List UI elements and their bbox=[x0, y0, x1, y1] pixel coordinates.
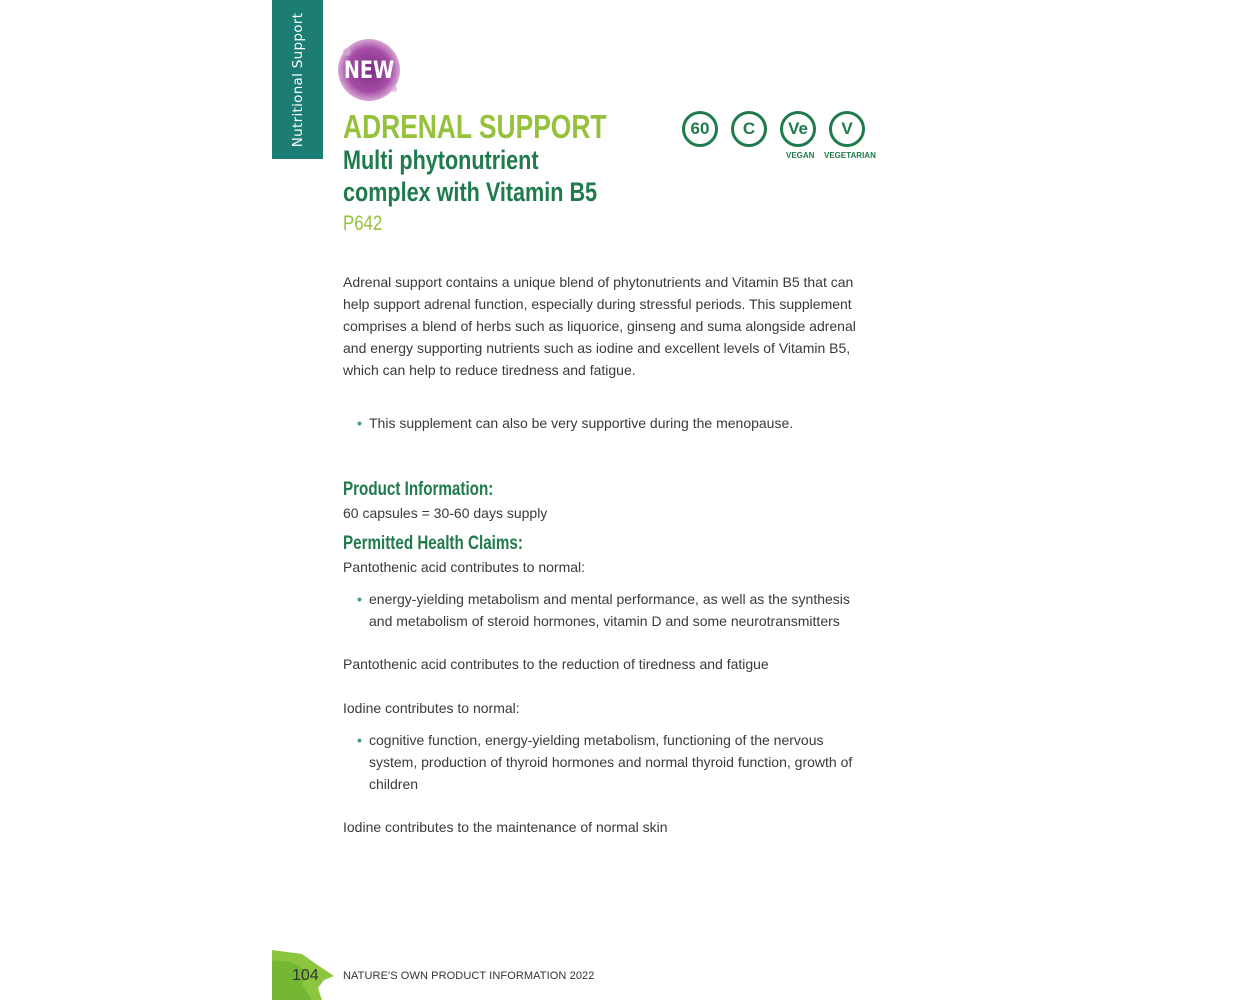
pantothenic-intro: Pantothenic acid contributes to normal: bbox=[343, 559, 586, 575]
product-info-text: 60 capsules = 30-60 days supply bbox=[343, 505, 548, 521]
section-tab-label: Nutritional Support bbox=[289, 12, 306, 147]
list-item bbox=[357, 412, 872, 434]
page-number-block bbox=[272, 950, 336, 1000]
new-badge-label: NEW bbox=[343, 56, 395, 84]
vegetarian-icon-text: V bbox=[841, 119, 853, 138]
capsule-count-text: 60 bbox=[690, 119, 710, 138]
capsule-type-text: C bbox=[742, 119, 756, 138]
bullet-text: energy-yielding metabolism and mental performance, as well as the synthesis and metabolism of steroid hormones, vitamin D and some neurotransmitters bbox=[369, 591, 850, 629]
iodine-intro: Iodine contributes to normal: bbox=[343, 700, 520, 716]
pantothenic-reduction: Pantothenic acid contributes to the reduction of tiredness and fatigue bbox=[343, 656, 769, 672]
vegetarian-icon bbox=[829, 111, 865, 147]
product-code: P642 bbox=[343, 212, 383, 235]
capsule-count-icon bbox=[682, 111, 718, 147]
bullet-icon: • bbox=[357, 732, 362, 748]
list-item bbox=[357, 588, 872, 632]
footer-text: NATURE'S OWN PRODUCT INFORMATION 2022 bbox=[343, 970, 595, 982]
page-number: 104 bbox=[292, 967, 319, 984]
claims-heading: Permitted Health Claims: bbox=[343, 533, 523, 554]
new-badge bbox=[334, 34, 404, 104]
list-item bbox=[357, 729, 872, 795]
section-tab bbox=[272, 0, 323, 159]
iodine-skin: Iodine contributes to the maintenance of normal skin bbox=[343, 819, 668, 835]
vegetarian-label: VEGETARIAN bbox=[824, 151, 876, 160]
vegan-icon-text: Ve bbox=[788, 119, 808, 138]
capsule-type-icon bbox=[731, 111, 767, 147]
bullet-icon: • bbox=[357, 415, 362, 431]
bullet-text: cognitive function, energy-yielding metabolism, functioning of the nervous system, production of thyroid hormones and normal thyroid function, growth of children bbox=[369, 732, 853, 792]
bullet-icon: • bbox=[357, 591, 362, 607]
product-subtitle: Multi phytonutrient complex with Vitamin B5 bbox=[343, 145, 598, 207]
vegan-label: VEGAN bbox=[786, 151, 815, 160]
product-title: ADRENAL SUPPORT bbox=[343, 108, 607, 145]
vegan-icon bbox=[780, 111, 816, 147]
bullet-text: This supplement can also be very supportive during the menopause. bbox=[369, 415, 794, 431]
product-info-heading: Product Information: bbox=[343, 479, 494, 500]
product-description: Adrenal support contains a unique blend of phytonutrients and Vitamin B5 that can help support adrenal function, especially during stressful periods. This supplement comprises a blend of herbs such as liquorice, ginseng and suma alongside adrenal and energy supporting nutrients such as iodine and excellent levels of Vitamin B5, which can help to reduce tiredness and fatigue. bbox=[343, 274, 856, 378]
